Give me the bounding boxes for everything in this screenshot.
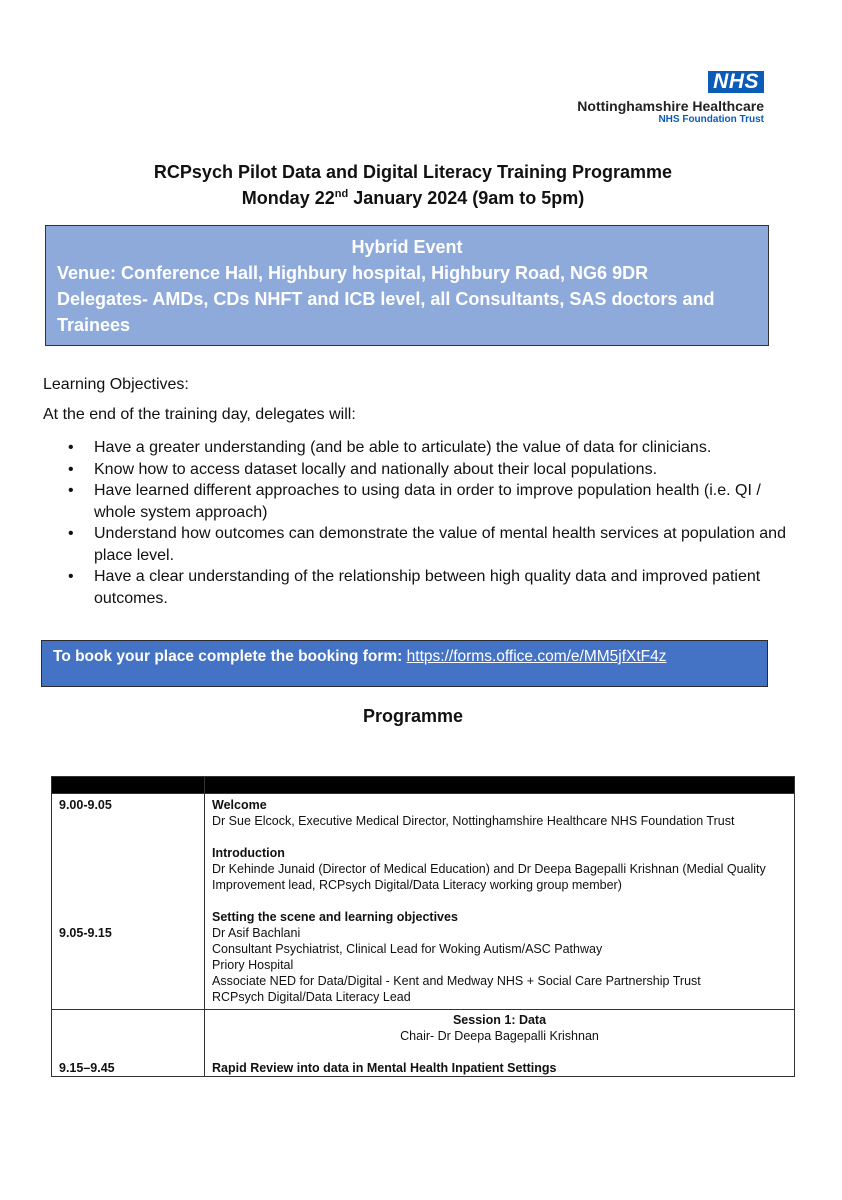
venue-box — [45, 225, 769, 346]
time-slot: 9.05-9.15 — [59, 926, 112, 940]
objectives-heading: Learning Objectives: — [43, 376, 189, 393]
event-type: Hybrid Event — [351, 237, 463, 257]
session-title: Welcome — [212, 798, 267, 812]
table-row — [52, 1010, 795, 1077]
venue-line: Venue: Conference Hall, Highbury hospital, Highbury Road, NG6 9DR — [57, 263, 649, 283]
header-cell — [52, 777, 205, 794]
list-item: • Know how to access dataset locally and nationally about their local populations. — [43, 459, 803, 481]
speaker-line: Priory Hospital — [212, 958, 294, 972]
date-suffix: January 2024 (9am to 5pm) — [348, 188, 585, 208]
programme-heading: Programme — [362, 706, 464, 726]
event-date — [0, 188, 826, 209]
date-superscript: nd — [334, 188, 349, 200]
time-cell — [52, 1010, 205, 1077]
time-cell — [52, 794, 205, 1010]
table-row — [52, 794, 795, 1010]
speaker-line: RCPsych Digital/Data Literacy Lead — [212, 990, 411, 1004]
session-title: Rapid Review into data in Mental Health Inpatient Settings — [212, 1061, 557, 1075]
booking-label: To book your place complete the booking form: — [53, 648, 403, 665]
nhs-badge: NHS — [708, 71, 764, 93]
time-slot: 9.15–9.45 — [59, 1061, 115, 1075]
objectives-list — [43, 437, 803, 609]
session-heading: Session 1: Data — [452, 1013, 547, 1027]
speaker-line: Associate NED for Data/Digital - Kent and Medway NHS + Social Care Partnership Trust — [212, 974, 701, 988]
session-cell — [205, 1010, 795, 1077]
header-cell — [205, 777, 795, 794]
objectives-intro: At the end of the training day, delegates will: — [43, 406, 356, 423]
trust-name: NHS Foundation Trust — [658, 114, 764, 125]
session-chair: Chair- Dr Deepa Bagepalli Krishnan — [400, 1029, 599, 1043]
nhs-logo — [577, 71, 764, 126]
session-cell — [205, 794, 795, 1010]
session-speaker: Dr Kehinde Junaid (Director of Medical Education) and Dr Deepa Bagepalli Krishnan (Medial Quality Improvement lead, RCPsych Digital/Data Literacy working group member) — [212, 862, 766, 892]
page-title: RCPsych Pilot Data and Digital Literacy Training Programme — [153, 162, 673, 182]
session-title: Setting the scene and learning objectives — [212, 910, 458, 924]
time-slot: 9.00-9.05 — [59, 798, 112, 812]
session-title: Introduction — [212, 846, 285, 860]
booking-box — [41, 640, 768, 687]
speaker-line: Dr Asif Bachlani — [212, 926, 301, 940]
list-item: • Understand how outcomes can demonstrate the value of mental health services at population and place level. — [43, 523, 803, 566]
programme-table — [51, 776, 795, 1077]
list-item: • Have learned different approaches to using data in order to improve population health (i.e. QI / whole system approach) — [43, 480, 803, 523]
booking-link[interactable]: https://forms.office.com/e/MM5jfXtF4z — [406, 648, 667, 665]
delegates-line: Delegates- AMDs, CDs NHFT and ICB level, all Consultants, SAS doctors and Trainees — [57, 289, 715, 335]
table-header-row — [52, 777, 795, 794]
session-speaker: Dr Sue Elcock, Executive Medical Director, Nottinghamshire Healthcare NHS Foundation Trust — [212, 814, 735, 828]
list-item: • Have a clear understanding of the relationship between high quality data and improved patient outcomes. — [43, 566, 803, 609]
organisation-name: Nottinghamshire Healthcare — [577, 98, 764, 114]
date-prefix: Monday 22 — [241, 188, 335, 208]
speaker-line: Consultant Psychiatrist, Clinical Lead for Woking Autism/ASC Pathway — [212, 942, 603, 956]
list-item: • Have a greater understanding (and be able to articulate) the value of data for clinicians. — [43, 437, 803, 459]
